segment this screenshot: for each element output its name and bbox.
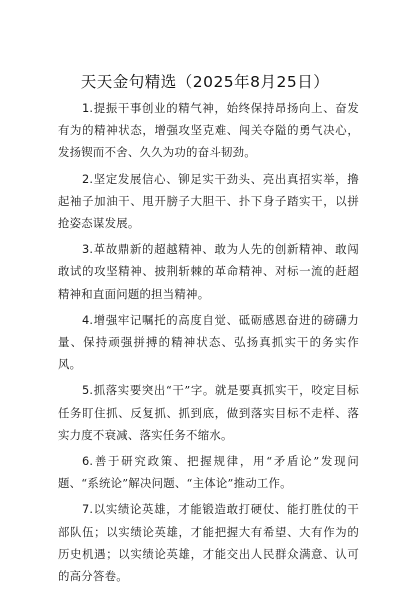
paragraph-6 (58, 450, 359, 494)
paragraph-5 (58, 379, 359, 446)
paragraph-text: 革故鼎新的超越精神、敢为人先的创新精神、敢闯敢试的攻坚精神、披荆斩棘的革命精神、对标一流的赶超精神和直面问题的担当精神。 (58, 242, 359, 301)
paragraph-number: 2. (81, 171, 94, 186)
paragraph-text: 抓落实要突出“干”字。就是要真抓实干，咬定目标任务盯住抓、反复抓、抓到底，做到落实目标不走样、落实力度不衰减、落实任务不缩水。 (58, 383, 359, 442)
paragraph-2 (58, 168, 359, 235)
paragraph-number: 1. (81, 101, 94, 115)
paragraph-7 (58, 498, 359, 587)
paragraph-1 (58, 97, 359, 164)
paragraph-text: 善于研究政策、把握规律，用“矛盾论”发现问题、“系统论”解决问题、“主体论”推动工作。 (58, 454, 359, 491)
paragraph-number: 5. (81, 383, 94, 398)
paragraph-number: 4. (81, 312, 94, 327)
paragraph-number: 6. (81, 454, 94, 469)
paragraph-4 (58, 309, 359, 376)
paragraph-3 (58, 238, 359, 305)
paragraph-number: 3. (81, 242, 94, 257)
paragraph-number: 7. (81, 502, 94, 517)
paragraph-text: 坚定发展信心、铆足实干劲头、亮出真招实举，撸起袖子加油干、甩开膀子大胆干、扑下身子踏实干，以拼抢姿态谋发展。 (58, 171, 359, 231)
paragraph-text: 增强牢记嘱托的高度自觉、砥砺感恩奋进的磅礴力量、保持顽强拼搏的精神状态、弘扬真抓实干的务实作风。 (58, 312, 359, 372)
paragraph-text: 提振干事创业的精气神，始终保持昂扬向上、奋发有为的精神状态，增强攻坚克难、闯关夺隘的勇气决心，发扬锲而不舍、久久为功的奋斗韧劲。 (58, 101, 359, 160)
document-title: 天天金句精选（2025年8月25日） (80, 73, 330, 91)
paragraph-text: 以实绩论英雄，才能锻造敢打硬仗、能打胜仗的干部队伍；以实绩论英雄，才能把握大有希望、大有作为的历史机遇；以实绩论英雄，才能交出人民群众满意、认可的高分答卷。 (58, 502, 359, 584)
document-body (58, 97, 359, 591)
